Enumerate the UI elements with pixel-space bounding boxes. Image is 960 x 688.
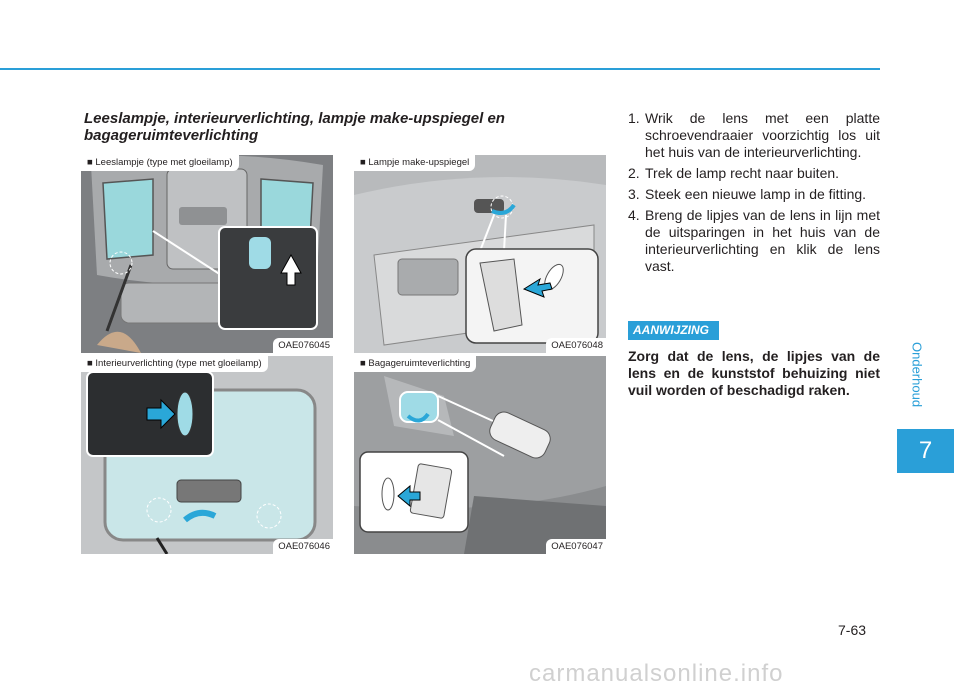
interior-light-illustration [81,356,333,554]
step-number: 4. [628,207,640,223]
figure-reading-lamp [81,155,333,353]
page-number: 7-63 [838,622,867,638]
figure-interior-light [81,356,333,554]
vanity-lamp-illustration [354,155,606,353]
figure-code: OAE076046 [273,539,333,554]
step-item [628,110,880,161]
figure-code: OAE076048 [546,338,606,353]
step-number: 3. [628,186,640,202]
step-text: Trek de lamp recht naar buiten. [645,165,840,181]
instruction-steps [628,110,880,279]
reading-lamp-illustration [81,155,333,353]
figure-caption: ■ Bagageruimteverlichting [354,356,476,372]
section-title: Leeslampje, interieurverlichting, lampje make-upspiegel en bagageruimteverlichting [84,110,505,144]
figure-code: OAE076047 [546,539,606,554]
step-item [628,207,880,275]
step-text: Steek een nieuwe lamp in de fitting. [645,186,867,202]
figure-caption: ■ Lampje make-upspiegel [354,155,475,171]
figure-vanity-lamp [354,155,606,353]
header-rule [0,68,880,70]
watermark: carmanualsonline.info [529,660,784,687]
step-number: 2. [628,165,640,181]
figure-caption: ■ Leeslampje (type met gloeilamp) [81,155,239,171]
chapter-number-box: 7 [897,429,954,473]
chapter-tab-label: Onderhoud [909,342,925,408]
figure-caption: ■ Interieurverlichting (type met gloeilamp) [81,356,268,372]
step-number: 1. [628,110,640,126]
figure-code: OAE076045 [273,338,333,353]
notice-badge: AANWIJZING [628,321,719,340]
step-item [628,165,880,182]
step-text: Wrik de lens met een platte schroevendraaier voorzichtig los uit het huis van de interieurverlichting. [645,110,880,160]
notice-text: Zorg dat de lens, de lipjes van de lens en de kunststof behuizing niet vuil worden of beschadigd raken. [628,348,880,398]
luggage-light-illustration [354,356,606,554]
step-text: Breng de lipjes van de lens in lijn met de uitsparingen in het huis van de interieurverlichting en klik de lens vast. [645,207,880,274]
figure-luggage-light [354,356,606,554]
step-item [628,186,880,203]
